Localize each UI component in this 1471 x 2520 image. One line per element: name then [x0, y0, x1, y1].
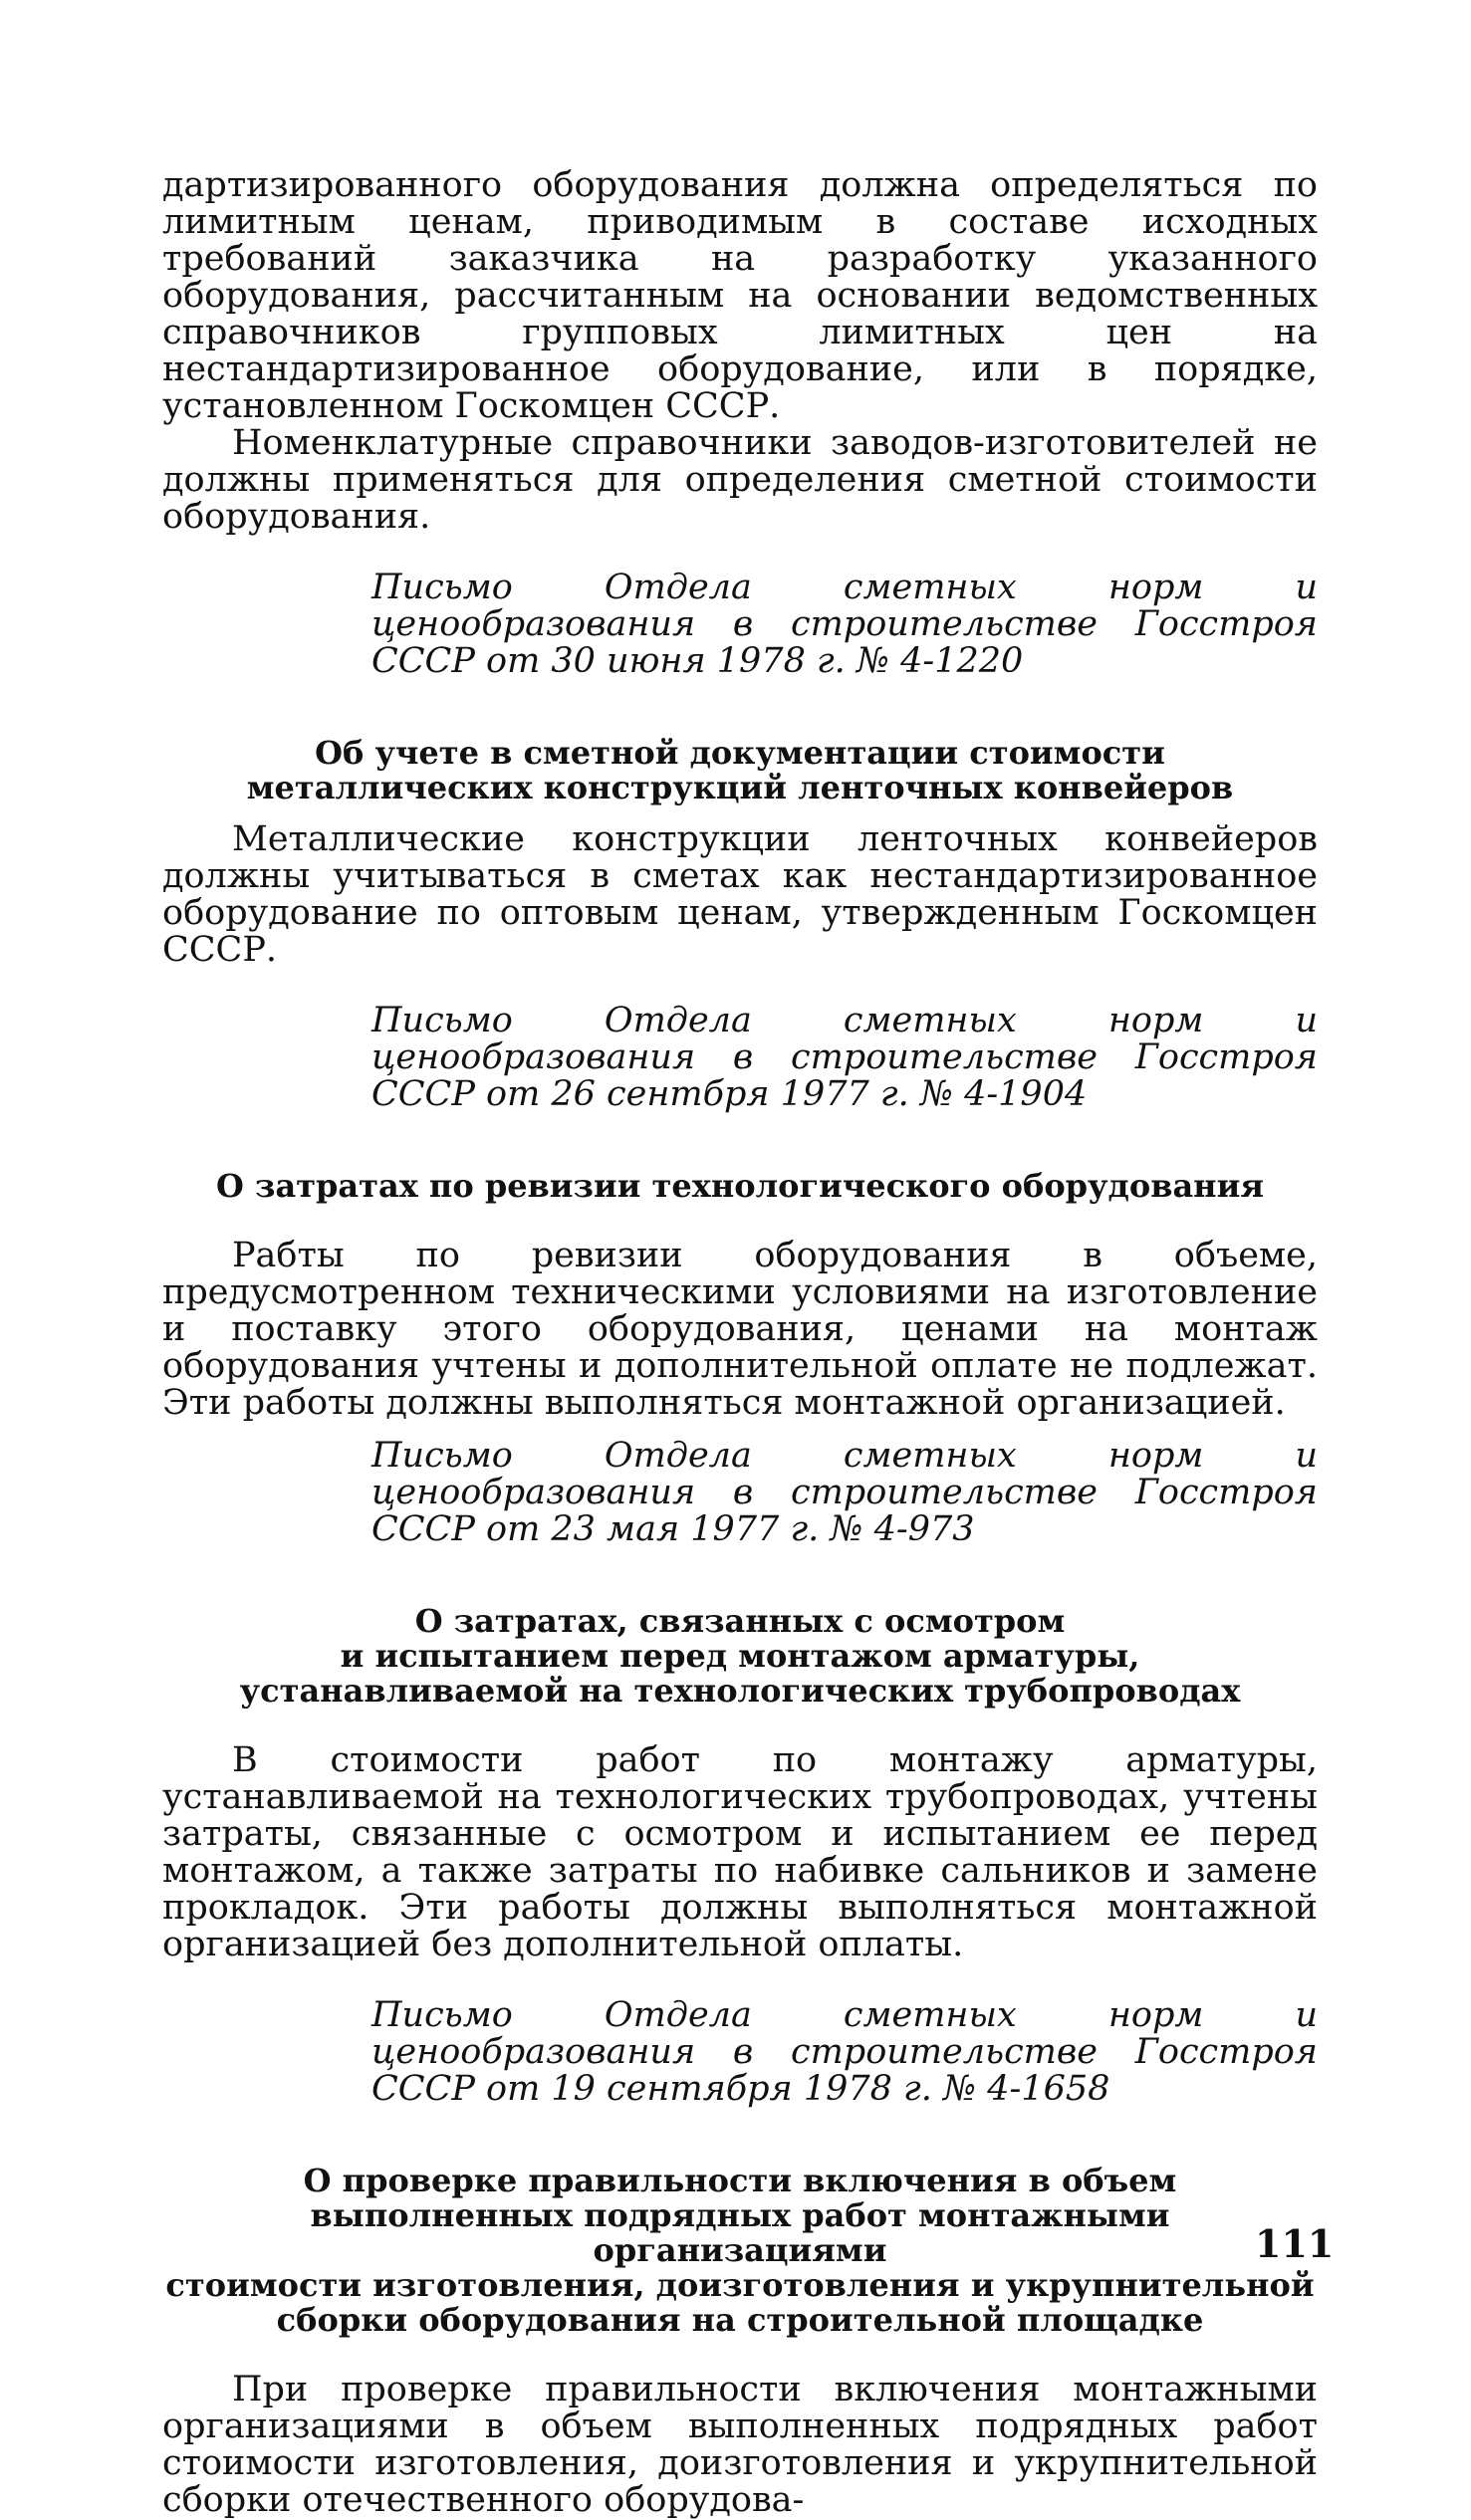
- intro-paragraph-2: Номенклатурные справочники заводов-изготовителей не должны применяться для определения сметной стоимости оборудования.: [162, 423, 1318, 537]
- intro-paragraph-1: дартизированного оборудования должна определяться по лимитным ценам, приводимым в составе исходных требований заказчика на разработку указанного оборудования, рассчитанным на основании ведомственных справочников групповых лимитных цен на нестандартизированное оборудование, или в порядке, установленном Госкомцен СССР.: [162, 165, 1318, 426]
- section-3-heading-line-2: и испытанием перед монтажом арматуры,: [340, 1637, 1140, 1675]
- section-3-heading: [162, 1604, 1318, 1709]
- section-1-heading-line-2: металлических конструкций ленточных конвейеров: [246, 769, 1234, 806]
- section-4-heading-line-3: стоимости изготовления, доизготовления и укрупнительной: [165, 2266, 1315, 2304]
- section-4-text: При проверке правильности включения монтажными организациями в объем выполненных подрядных работ стоимости изготовления, доизготовления и укрупнительной сборки отечественного оборудова-: [162, 2370, 1318, 2520]
- section-4-heading-line-2: выполненных подрядных работ монтажными организациями: [310, 2196, 1170, 2269]
- section-2-text: Рабты по ревизии оборудования в объеме, предусмотренном техническими условиями на изготовление и поставку этого оборудования, ценами на монтаж оборудования учтены и дополнительной оплате не подлежат. Эти работы должны выполняться монтажной организацией.: [162, 1236, 1318, 1423]
- section-4-heading: [162, 2164, 1318, 2338]
- section-3-heading-line-1: О затратах, связанных с осмотром: [414, 1602, 1066, 1640]
- section-1-citation: Письмо Отдела сметных норм и ценообразования в строительстве Госстроя СССР от 26 сентбря 1977 г. № 4-1904: [371, 1001, 1318, 1114]
- section-2-citation: Письмо Отдела сметных норм и ценообразования в строительстве Госстроя СССР от 23 мая 1977 г. № 4-973: [371, 1436, 1318, 1549]
- section-3-citation: Письмо Отдела сметных норм и ценообразования в строительстве Госстроя СССР от 19 сентября 1978 г. № 4-1658: [371, 1995, 1318, 2109]
- section-4-heading-line-1: О проверке правильности включения в объем: [303, 2162, 1177, 2199]
- section-2-heading: [162, 1169, 1318, 1204]
- section-1-heading: [162, 736, 1318, 805]
- section-1-text: Металлические конструкции ленточных конвейеров должны учитываться в сметах как нестандартизированное оборудование по оптовым ценам, утвержденным Госкомцен СССР.: [162, 819, 1318, 970]
- section-3-text: В стоимости работ по монтажу арматуры, устанавливаемой на технологических трубопроводах, учтены затраты, связанные с осмотром и испытанием ее перед монтажом, а также затраты по набивке сальников и замене прокладок. Эти работы должны выполняться монтажной организацией без дополнительной оплаты.: [162, 1740, 1318, 1964]
- section-3-heading-line-3: устанавливаемой на технологических трубопроводах: [239, 1672, 1241, 1710]
- section-1-heading-line-1: Об учете в сметной документации стоимости: [315, 734, 1165, 772]
- document-page: [162, 167, 1318, 2519]
- intro-citation: Письмо Отдела сметных норм и ценообразования в строительстве Госстроя СССР от 30 июня 1978 г. № 4-1220: [371, 568, 1318, 681]
- page-number: 111: [1255, 2221, 1335, 2266]
- section-4-heading-line-4: сборки оборудования на строительной площадке: [276, 2301, 1204, 2339]
- section-2-heading-line-1: О затратах по ревизии технологического оборудования: [216, 1167, 1264, 1205]
